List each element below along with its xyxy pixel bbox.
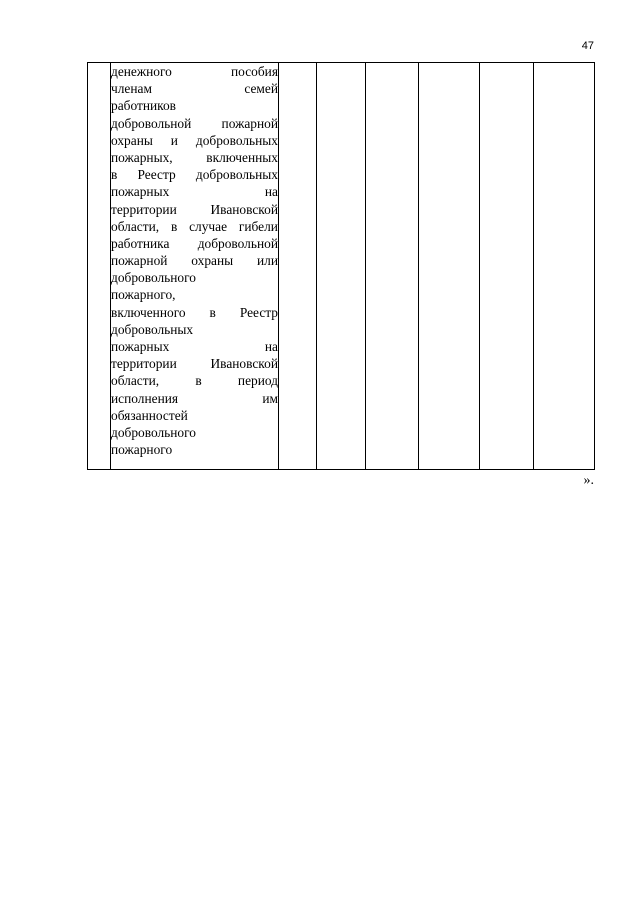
description-word: охраны — [191, 253, 234, 269]
description-word: Ивановской — [210, 201, 278, 217]
description-word: Ивановской — [210, 356, 278, 372]
description-word: добровольного — [111, 270, 196, 286]
description-word: на — [264, 184, 278, 200]
description-word: денежного — [111, 64, 172, 79]
description-word: в — [195, 373, 202, 389]
closing-quote-mark: ». — [583, 473, 594, 488]
description-line — [111, 355, 278, 372]
description-word: пожарной — [111, 253, 168, 269]
table-cell-empty — [534, 63, 595, 470]
description-word: исполнения — [111, 390, 179, 406]
description-word: семей — [244, 81, 278, 97]
description-word: пожарных — [111, 339, 170, 354]
description-word: пожарного — [111, 442, 173, 458]
table-cell-empty — [419, 63, 480, 470]
description-word: охраны — [111, 132, 153, 148]
page-number: 47 — [581, 40, 594, 52]
table-cell-empty — [317, 63, 366, 470]
description-word: случае — [189, 218, 228, 234]
description-word: членам — [111, 81, 152, 97]
description-word: пожарных, — [111, 149, 173, 165]
description-line — [111, 115, 278, 132]
description-word: включенных — [206, 149, 278, 165]
description-line — [111, 201, 278, 218]
description-word: добровольных — [195, 167, 278, 183]
description-line — [111, 304, 278, 321]
description-line — [111, 252, 278, 269]
table-cell-empty — [480, 63, 534, 470]
description-word: области, — [111, 373, 160, 389]
description-word: добровольных — [111, 321, 194, 337]
description-line — [111, 441, 278, 458]
description-word: работников — [111, 98, 176, 114]
description-line — [111, 286, 278, 303]
description-word: и — [170, 132, 178, 148]
description-line — [111, 321, 278, 338]
description-word: добровольной — [197, 235, 278, 251]
table-cell-description — [111, 63, 279, 470]
description-word: территории — [111, 356, 177, 372]
description-word: пожарных — [111, 184, 170, 200]
table-cell-empty — [279, 63, 317, 470]
description-line — [111, 372, 278, 389]
description-word: обязанностей — [111, 407, 188, 423]
description-word: или — [256, 253, 278, 269]
funding-table — [87, 62, 595, 470]
description-line — [111, 183, 278, 200]
description-word: включенного — [111, 304, 186, 320]
description-line — [111, 97, 278, 114]
description-line — [111, 338, 278, 355]
description-word: в — [209, 304, 216, 320]
description-line — [111, 407, 278, 424]
description-word: период — [237, 373, 278, 389]
description-line — [111, 132, 278, 149]
description-line — [111, 218, 278, 235]
description-word: пожарного, — [111, 287, 176, 303]
description-word: работника — [111, 235, 170, 251]
description-word: добровольного — [111, 424, 196, 440]
description-word: добровольной — [111, 115, 192, 131]
description-line — [111, 235, 278, 252]
description-line — [111, 149, 278, 166]
description-line — [111, 424, 278, 441]
description-word: Реестр — [137, 167, 176, 183]
description-line — [111, 390, 278, 407]
table-cell-number — [88, 63, 111, 470]
description-word: гибели — [238, 218, 278, 234]
description-word: пожарной — [221, 115, 278, 131]
description-word: в — [170, 218, 178, 234]
description-word: им — [262, 390, 278, 406]
description-line — [111, 80, 278, 97]
table-cell-empty — [366, 63, 419, 470]
description-word: в — [111, 167, 118, 183]
table-row — [88, 63, 595, 470]
description-word: территории — [111, 201, 177, 217]
description-word: пособия — [231, 64, 278, 79]
description-line — [111, 269, 278, 286]
description-word: Реестр — [239, 304, 278, 320]
description-word: области, — [111, 218, 160, 234]
description-word: добровольных — [195, 132, 278, 148]
description-word: на — [264, 339, 278, 354]
description-line — [111, 63, 278, 80]
description-line — [111, 166, 278, 183]
